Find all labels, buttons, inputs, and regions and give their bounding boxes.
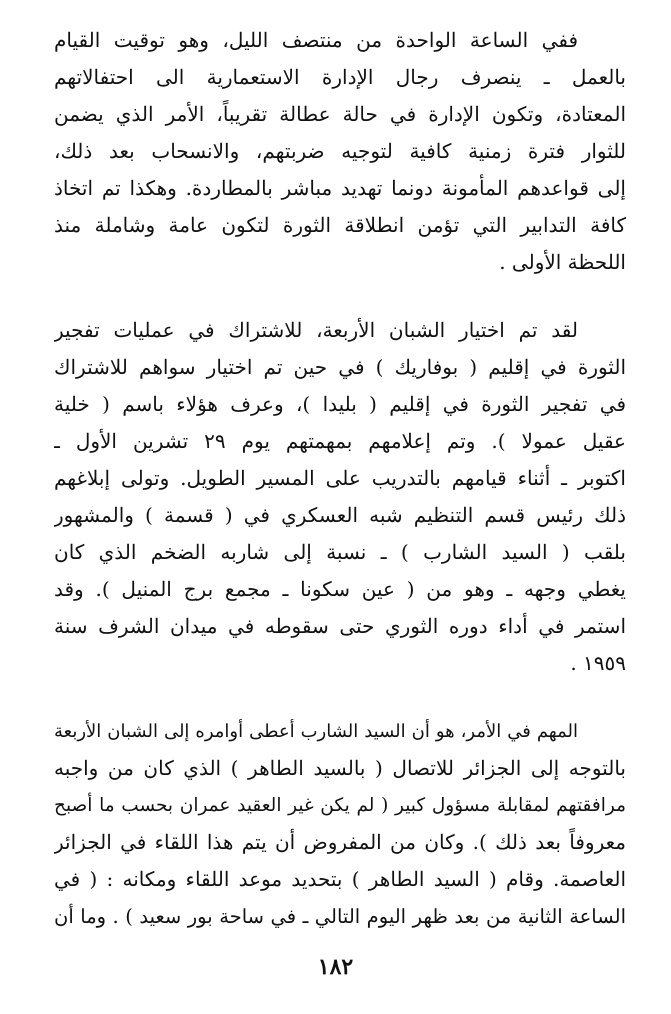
text-line: مرافقتهم لمقابلة مسؤول كبير ( لم يكن غير العقيد عمران بحسب ما أصبح — [54, 795, 626, 816]
text-line: معروفاً بعد ذلك ). وكان من المفروض أن يتم هذا اللقاء في الجزائر — [54, 830, 626, 854]
paragraph-1 — [54, 22, 626, 281]
text-line: يغطي وجهه ـ وهو من ( عين سكونا ـ مجمع برج المنيل ). وقد — [54, 577, 626, 601]
text-line: في تفجير الثورة في إقليم ( بليدا )، وعرف هؤلاء باسم ( خلية — [54, 392, 626, 416]
text-line: ١٩٥٩ . — [570, 651, 626, 675]
text-line: اللحظة الأولى . — [499, 250, 626, 274]
text-line: الثورة في إقليم ( بوفاريك ) في حين تم اختيار سواهم للاشتراك — [54, 355, 626, 379]
text-line: الساعة الثانية من بعد ظهر اليوم التالي ـ في ساحة بور سعيد ) . وما أن — [54, 905, 626, 928]
text-line: اكتوبر ـ أثناء قيامهم بالتدريب على المسير الطويل. وتولى إبلاغهم — [54, 466, 626, 490]
text-line: كافة التدابير التي تؤمن انطلاقة الثورة لتكون عامة وشاملة منذ — [54, 213, 626, 237]
text-line: عقيل عمولا ). وتم إعلامهم بمهمتهم يوم ٢٩ تشرين الأول ـ — [54, 429, 626, 453]
text-line: ذلك رئيس قسم التنظيم شبه العسكري في ( قسمة ) والمشهور — [54, 503, 626, 527]
text-line: المهم في الأمر، هو أن السيد الشارب أعطى أوامره إلى الشبان الأربعة — [54, 721, 578, 742]
text-line: إلى قواعدهم المأمونة دونما تهديد مباشر بالمطاردة. وهكذا تم اتخاذ — [54, 176, 626, 200]
text-line: بالتوجه إلى الجزائر للاتصال ( بالسيد الطاهر ) الذي كان من واجبه — [54, 756, 626, 780]
text-line: لقد تم اختيار الشبان الأربعة، للاشتراك في عمليات تفجير — [54, 318, 578, 342]
text-line: المعتادة، وتكون الإدارة في حالة عطالة تقريباً، الأمر الذي يضمن — [54, 102, 626, 126]
text-line: بلقب ( السيد الشارب ) ـ نسبة إلى شاربه الضخم الذي كان — [54, 540, 626, 564]
paragraph-spacer — [54, 682, 626, 713]
text-line: ففي الساعة الواحدة من منتصف الليل، وهو توقيت القيام — [54, 28, 578, 52]
text-line: للثوار فترة زمنية كافية لتوجيه ضربتهم، والانسحاب بعد ذلك، — [54, 139, 626, 163]
text-line: العاصمة. وقام ( السيد الطاهر ) بتحديد موعد اللقاء ومكانه : ( في — [54, 867, 626, 891]
text-line: استمر في أداء دوره الثوري حتى سقوطه في ميدان الشرف سنة — [54, 614, 626, 638]
text-line: بالعمل ـ ينصرف رجال الإدارة الاستعمارية الى احتفالاتهم — [54, 65, 626, 89]
page-number: ١٨٢ — [317, 954, 354, 980]
book-page — [54, 22, 626, 935]
paragraph-2 — [54, 312, 626, 682]
paragraph-spacer — [54, 281, 626, 312]
paragraph-3 — [54, 713, 626, 935]
